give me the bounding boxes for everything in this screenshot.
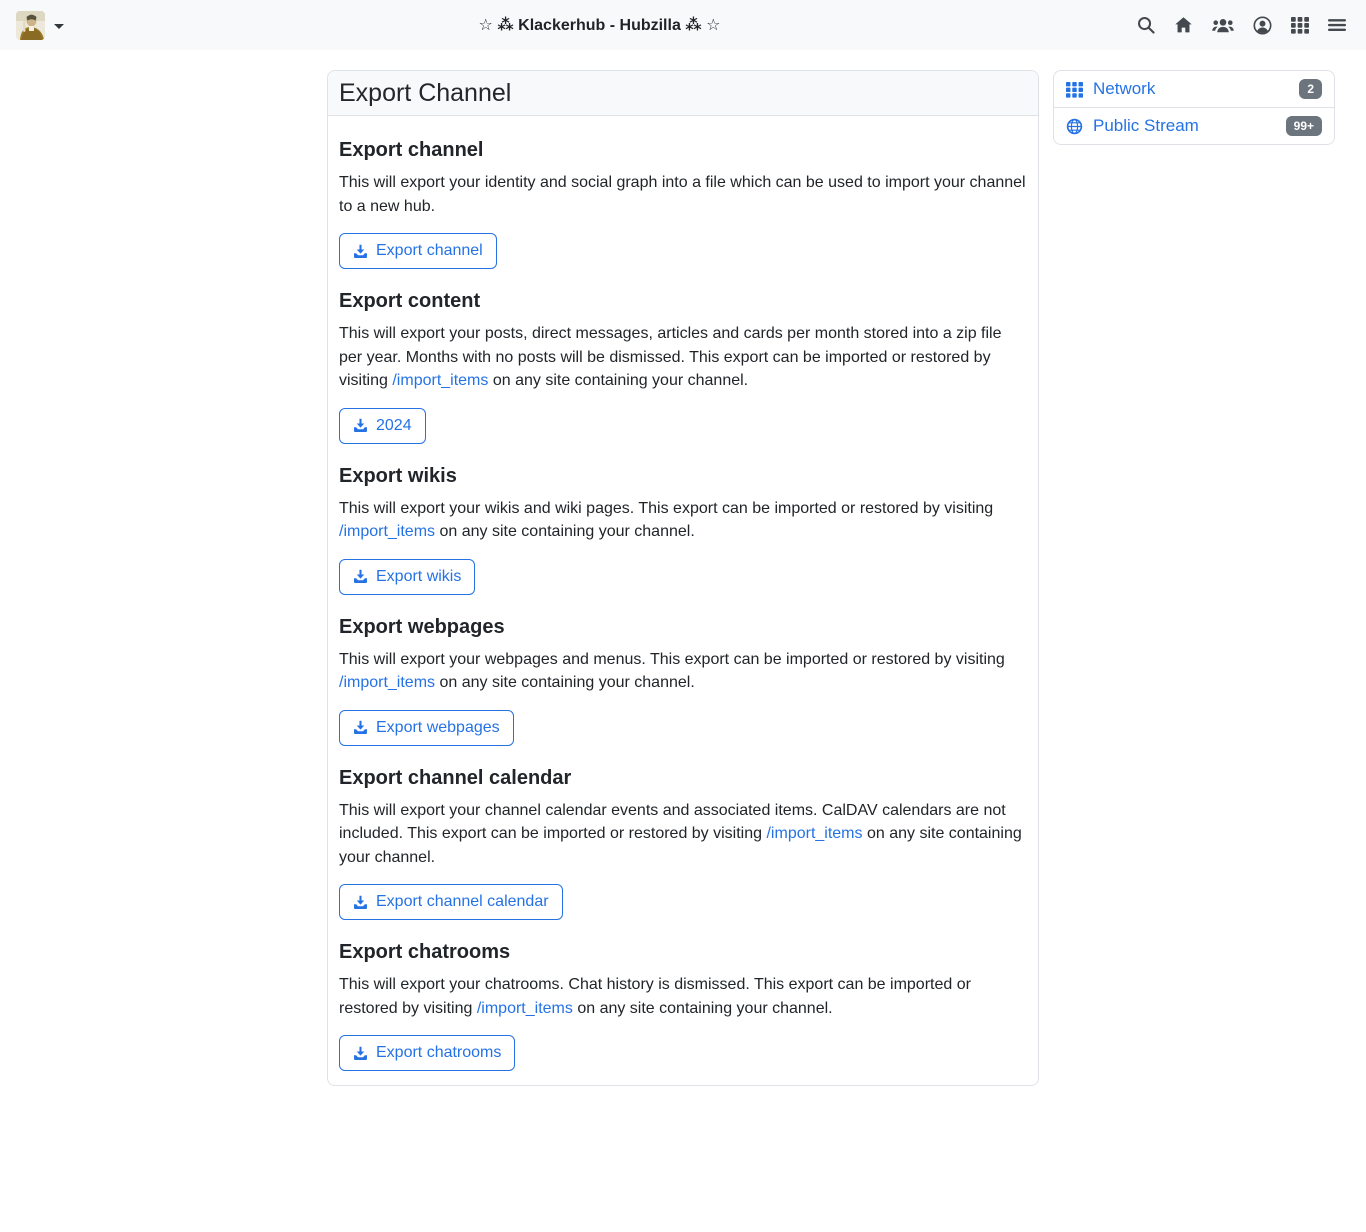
export-section	[339, 465, 1027, 595]
download-icon	[353, 244, 368, 259]
description-text: on any site containing your channel.	[435, 674, 695, 691]
sidebar-item-label: Network	[1093, 79, 1156, 98]
description-text: on any site containing your channel.	[339, 825, 1022, 866]
unread-count-badge: 99+	[1286, 116, 1322, 136]
page-title: Export Channel	[328, 71, 1038, 116]
description-text: This will export your wikis and wiki pages. This export can be imported or restored by visiting	[339, 499, 994, 517]
export-button[interactable]	[339, 559, 475, 595]
export-button[interactable]	[339, 710, 514, 746]
export-button[interactable]	[339, 408, 426, 444]
export-section	[339, 616, 1027, 746]
download-icon	[353, 1046, 368, 1061]
account-button[interactable]	[1251, 14, 1274, 37]
export-button-label: Export channel	[376, 242, 483, 259]
download-icon	[353, 895, 368, 910]
download-icon	[353, 720, 368, 735]
grid-icon	[1066, 81, 1083, 98]
import-items-link[interactable]: /import_items	[392, 372, 489, 389]
menu-button[interactable]	[1326, 14, 1348, 36]
description-text: This will export your posts, direct messages, articles and cards per month stored into a zip file per year. Months with no posts will be dismissed. This export can be imported or restored by visiting	[339, 325, 1002, 389]
section-description	[339, 322, 1027, 393]
search-button[interactable]	[1135, 14, 1157, 36]
export-section	[339, 290, 1027, 444]
stream-widget	[1053, 70, 1335, 145]
description-text: This will export your chatrooms. Chat history is dismissed. This export can be imported or restored by visiting	[339, 976, 971, 1017]
section-heading: Export content	[339, 290, 481, 312]
export-channel-panel	[327, 70, 1039, 1086]
section-description	[339, 497, 1027, 544]
export-button[interactable]	[339, 233, 497, 269]
export-button-label: Export wikis	[376, 567, 462, 585]
export-button-label: Export webpages	[376, 718, 500, 736]
globe-icon	[1066, 118, 1083, 135]
account-icon	[1253, 16, 1272, 35]
import-items-link[interactable]: /import_items	[339, 523, 436, 540]
description-text: on any site containing your channel.	[435, 523, 695, 540]
section-heading: Export channel	[339, 139, 484, 161]
home-button[interactable]	[1172, 14, 1195, 36]
sidebar-item-network[interactable]	[1054, 71, 1334, 107]
avatar[interactable]	[16, 11, 45, 40]
section-heading: Export channel calendar	[339, 766, 572, 789]
home-icon	[1174, 16, 1193, 34]
import-items-link[interactable]: /import_items	[476, 999, 573, 1017]
export-button-label: 2024	[376, 416, 412, 434]
section-heading: Export wikis	[339, 464, 457, 487]
export-button[interactable]	[339, 1035, 515, 1071]
page-content	[0, 50, 1366, 1126]
download-icon	[353, 418, 368, 433]
site-title: ☆ ⁂ Klackerhub - Hubzilla ⁂ ☆	[478, 17, 721, 34]
description-text: on any site containing your channel.	[572, 999, 833, 1017]
main-column	[327, 70, 1039, 1086]
section-description	[339, 648, 1027, 695]
description-text: on any site containing your channel.	[488, 372, 749, 389]
export-section	[339, 139, 1027, 269]
description-text: This will export your identity and social graph into a file which can be used to import your channel to a new hub.	[339, 174, 1026, 215]
channel-menu	[16, 11, 64, 40]
sidebar-item-public-stream[interactable]	[1054, 107, 1334, 144]
section-description	[339, 973, 1027, 1020]
chevron-down-icon[interactable]	[54, 24, 64, 29]
export-button[interactable]	[339, 884, 563, 920]
top-navbar	[0, 0, 1366, 50]
section-heading: Export webpages	[339, 615, 505, 638]
description-text: This will export your channel calendar events and associated items. CalDAV calendars are not included. This export can be imported or restored by visiting	[339, 801, 1006, 842]
unread-count-badge: 2	[1299, 79, 1322, 99]
navbar-actions	[1135, 14, 1348, 37]
export-sections	[328, 116, 1038, 1085]
sidebar-item-label: Public Stream	[1093, 116, 1199, 135]
users-icon	[1212, 16, 1234, 34]
apps-grid-button[interactable]	[1289, 14, 1311, 36]
description-text: This will export your webpages and menus. This export can be imported or restored by visiting	[339, 650, 1005, 668]
download-icon	[353, 569, 368, 584]
section-heading: Export chatrooms	[339, 941, 511, 963]
export-button-label: Export chatrooms	[376, 1044, 502, 1061]
avatar-portrait	[16, 11, 45, 40]
export-section	[339, 941, 1027, 1071]
search-icon	[1137, 16, 1155, 34]
import-items-link[interactable]: /import_items	[339, 674, 436, 691]
import-items-link[interactable]: /import_items	[766, 825, 863, 842]
section-description	[339, 799, 1027, 870]
users-button[interactable]	[1210, 14, 1236, 36]
export-section	[339, 767, 1027, 921]
section-description	[339, 171, 1027, 218]
export-button-label: Export channel calendar	[376, 893, 549, 910]
menu-icon	[1328, 16, 1346, 34]
right-sidebar	[1053, 70, 1335, 145]
apps-grid-icon	[1291, 16, 1309, 34]
